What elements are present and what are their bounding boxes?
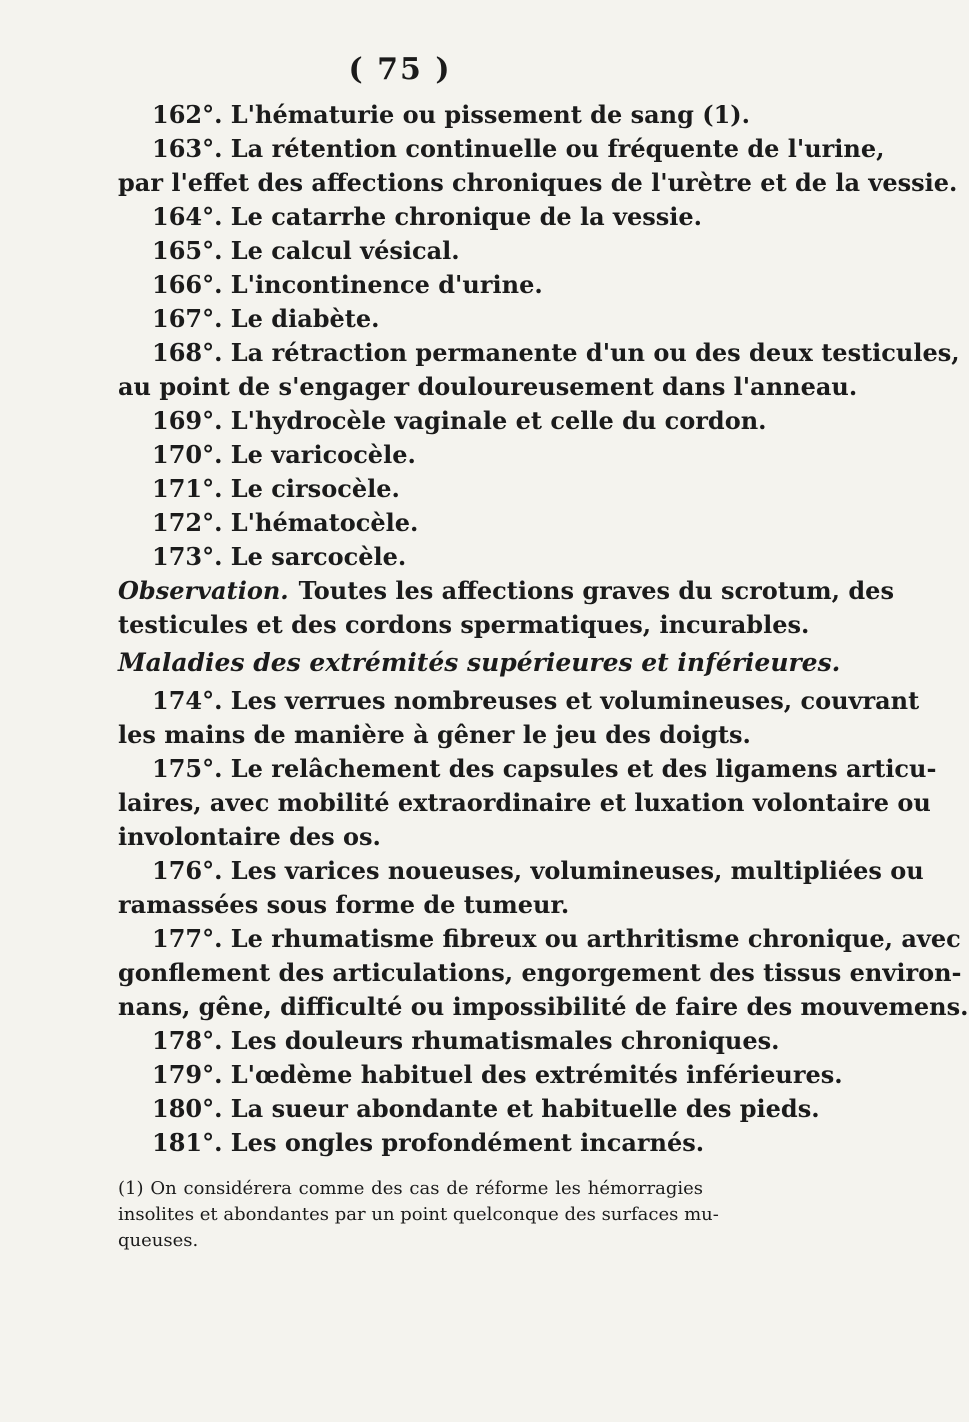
text-line: laires, avec mobilité extraordinaire et luxation volontaire ou <box>118 788 931 817</box>
text-line: par l'effet des affections chroniques de l'urètre et de la vessie. <box>118 168 958 197</box>
text-line: 179°. L'œdème habituel des extrémités inférieures. <box>152 1060 843 1089</box>
text-line: les mains de manière à gêner le jeu des doigts. <box>118 720 751 749</box>
text-line: 163°. La rétention continuelle ou fréquente de l'urine, <box>152 134 885 163</box>
text-line: 181°. Les ongles profondément incarnés. <box>152 1128 705 1157</box>
text-line: 175°. Le relâchement des capsules et des ligamens articu- <box>152 754 937 783</box>
text-line: 169°. L'hydrocèle vaginale et celle du cordon. <box>152 406 767 435</box>
text-line: 180°. La sueur abondante et habituelle des pieds. <box>152 1094 820 1123</box>
section-heading: Maladies des extrémités supérieures et inférieures. <box>118 648 841 677</box>
footnote-line: queuses. <box>118 1230 199 1251</box>
text-line: nans, gêne, difficulté ou impossibilité de faire des mouvemens. <box>118 992 969 1021</box>
text-line: 171°. Le cirsocèle. <box>152 474 400 503</box>
text-line: 162°. L'hématurie ou pissement de sang (1). <box>152 100 750 129</box>
text-line: 167°. Le diabète. <box>152 304 380 333</box>
text-line: 178°. Les douleurs rhumatismales chroniques. <box>152 1026 780 1055</box>
text-line: 165°. Le calcul vésical. <box>152 236 460 265</box>
observation-line <box>118 576 894 606</box>
text-line: 177°. Le rhumatisme fibreux ou arthritisme chronique, avec <box>152 924 961 953</box>
footnote-line: (1) On considérera comme des cas de réforme les hémorragies <box>118 1178 703 1199</box>
footnote-line: insolites et abondantes par un point quelconque des surfaces mu- <box>118 1204 719 1225</box>
text-line: 168°. La rétraction permanente d'un ou des deux testicules, <box>152 338 960 367</box>
text-line: 170°. Le varicocèle. <box>152 440 416 469</box>
text-line: involontaire des os. <box>118 822 381 851</box>
text-line: 173°. Le sarcocèle. <box>152 542 407 571</box>
observation-label: Observation. <box>118 576 289 605</box>
text-line: 172°. L'hématocèle. <box>152 508 419 537</box>
text-line: testicules et des cordons spermatiques, incurables. <box>118 610 810 639</box>
text-line: ramassées sous forme de tumeur. <box>118 890 570 919</box>
observation-text: Toutes les affections graves du scrotum, des <box>298 576 894 605</box>
text-line: 166°. L'incontinence d'urine. <box>152 270 543 299</box>
text-line: 174°. Les verrues nombreuses et volumineuses, couvrant <box>152 686 920 715</box>
text-line: 164°. Le catarrhe chronique de la vessie. <box>152 202 703 231</box>
text-line: 176°. Les varices noueuses, volumineuses, multipliées ou <box>152 856 924 885</box>
page-number: ( 75 ) <box>348 52 452 87</box>
text-line: au point de s'engager douloureusement dans l'anneau. <box>118 372 858 401</box>
text-line: gonflement des articulations, engorgement des tissus environ- <box>118 958 962 987</box>
